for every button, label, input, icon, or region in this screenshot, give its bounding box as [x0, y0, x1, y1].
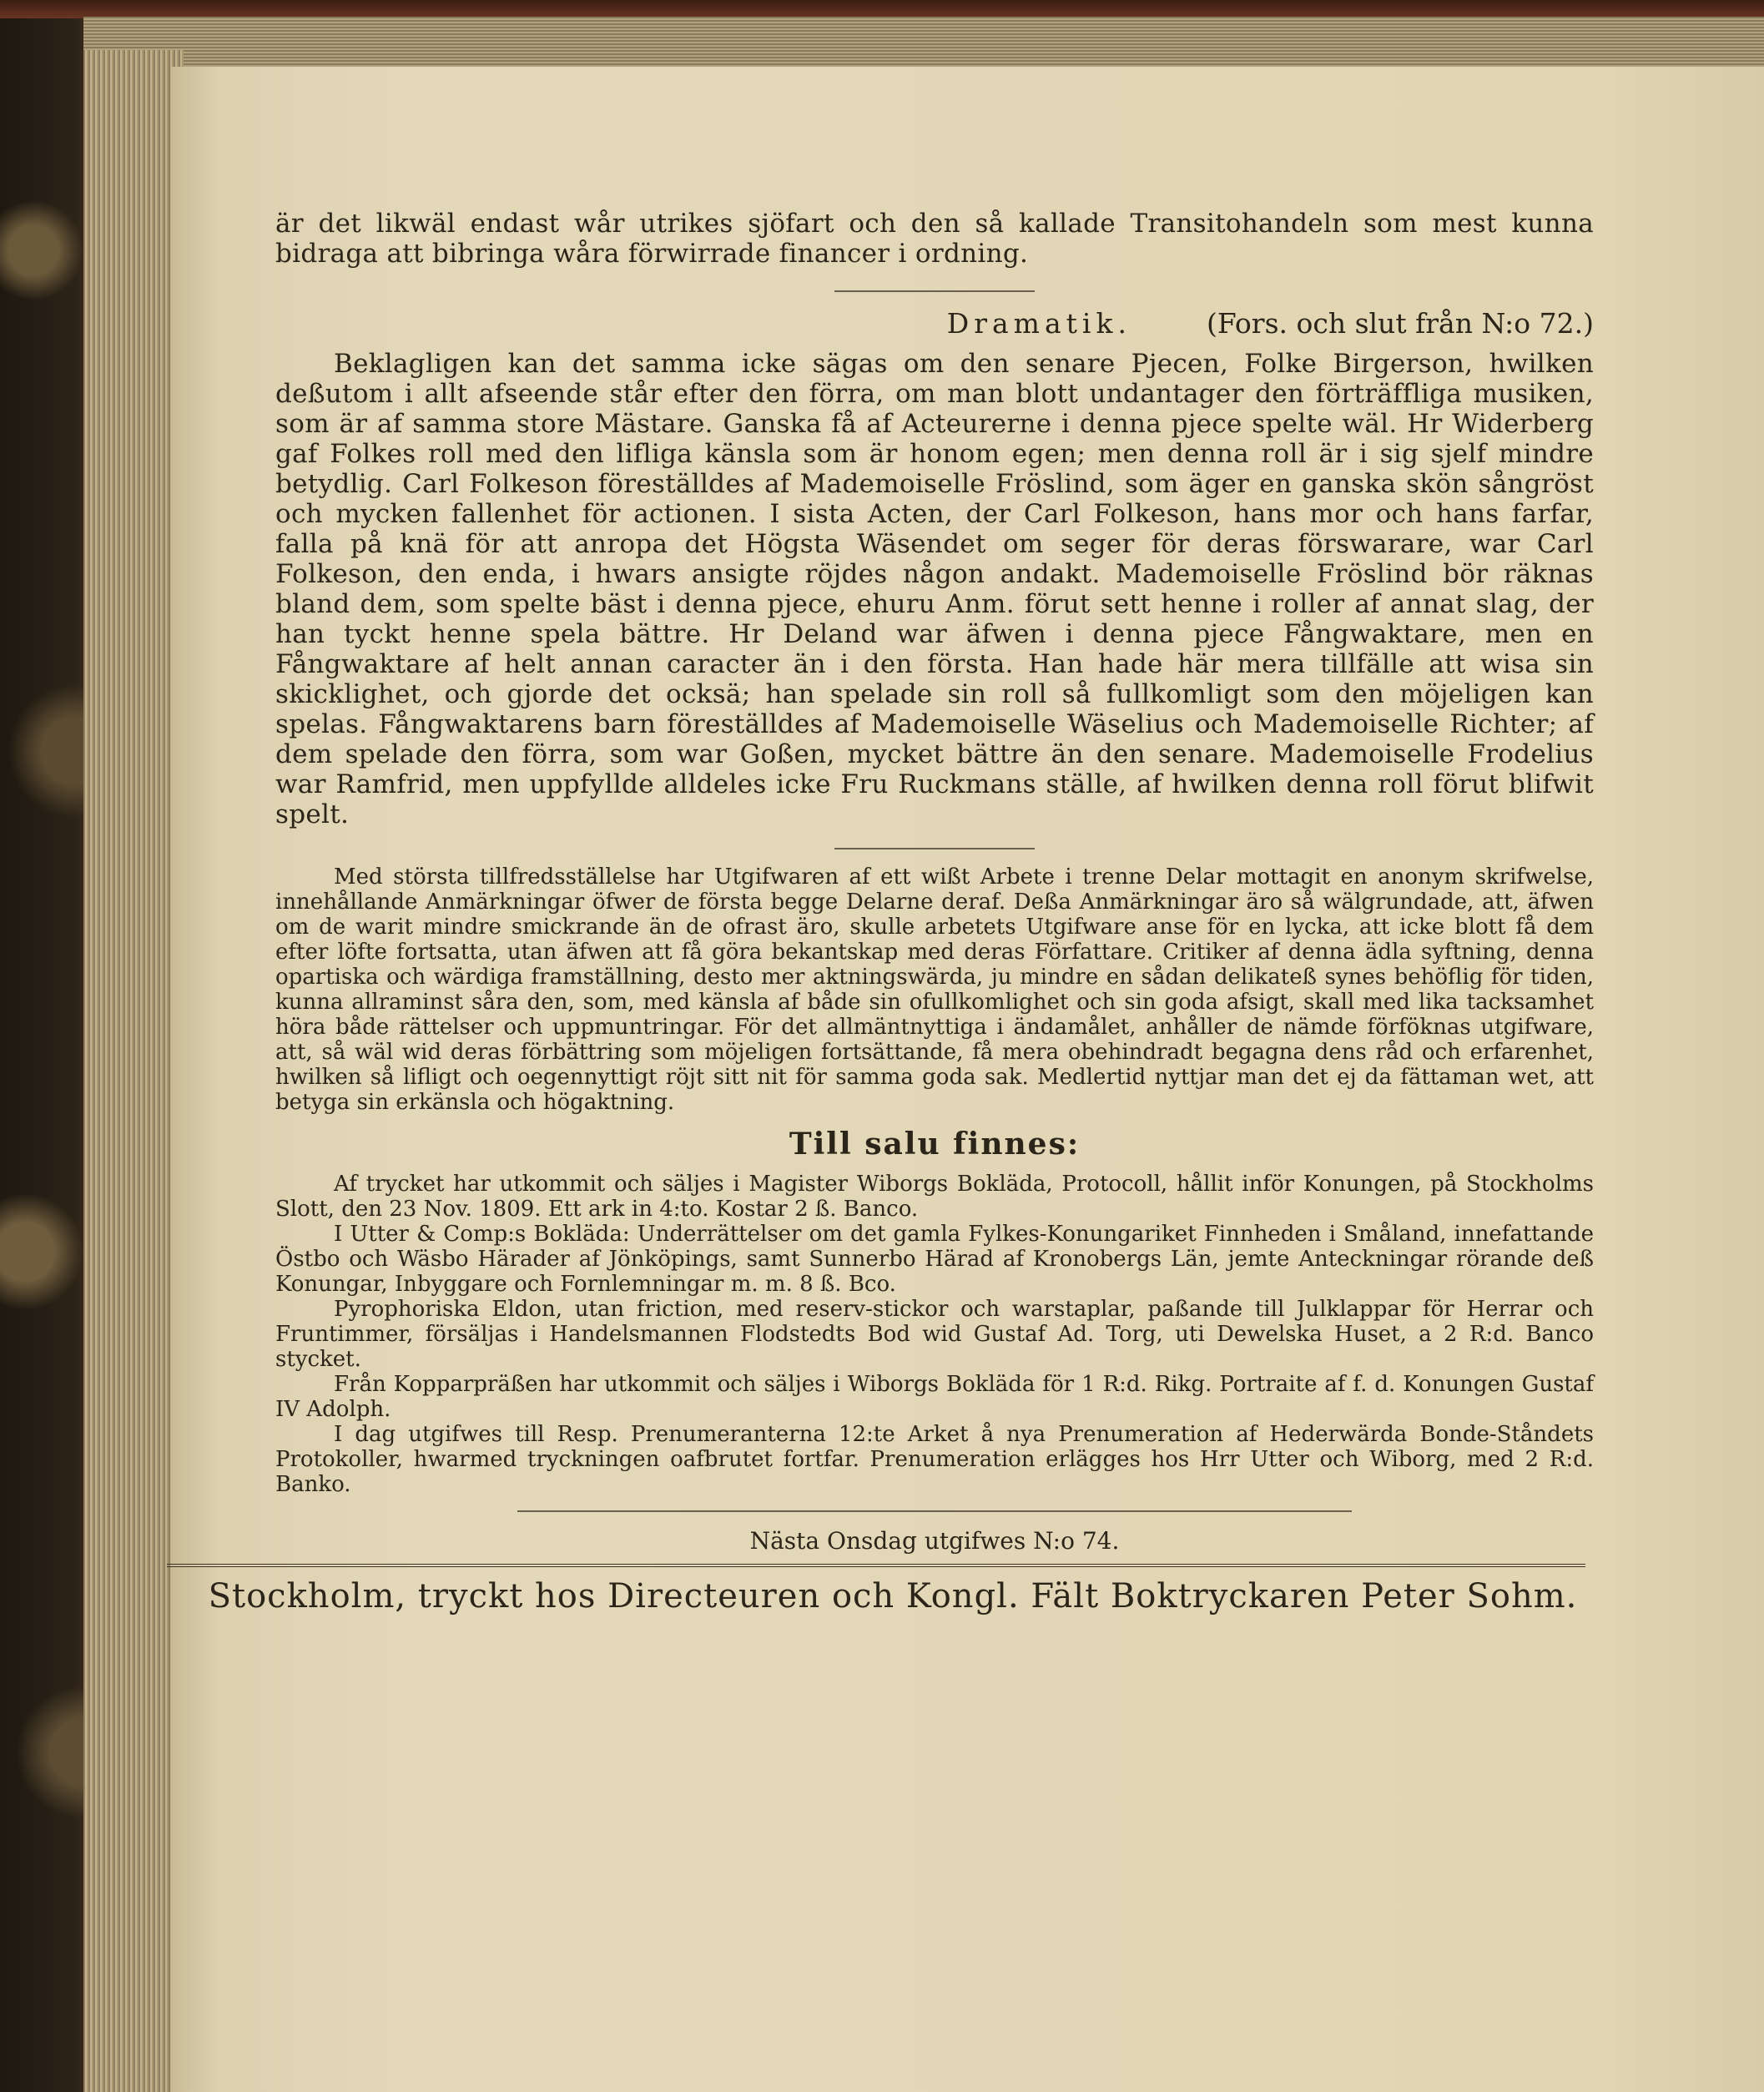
- dramatik-header: [275, 307, 1594, 340]
- sale-ad: Från Kopparpräßen har utkommit och säljes i Wiborgs Bokläda för 1 R:d. Rikg. Portraite af f. d. Konungen Gustaf IV Adolph.: [275, 1372, 1594, 1422]
- sale-heading: Till salu finnes:: [789, 1127, 1081, 1162]
- imprint-divider: [167, 1564, 1585, 1567]
- sale-ad: Af trycket har utkommit och säljes i Magister Wiborgs Bokläda, Protocoll, hållit inför Konungen, på Stockholms Slott, den 23 Nov. 1809. Ett ark in 4:to. Kostar 2 ß. Banco.: [275, 1172, 1594, 1222]
- book-spine-edge: [0, 0, 1764, 18]
- page-stack-left: [83, 50, 184, 2092]
- sale-ad: Pyrophoriska Eldon, utan friction, med reserv-stickor och warstaplar, paßande till Julklappar för Herrar och Fruntimmer, försäljas i Handelsmannen Flodstedts Bod wid Gustaf Ad. Torg, uti Dewelska Huset, a 2 R:d. Banco stycket.: [275, 1297, 1594, 1372]
- dramatik-heading: Dramatik.: [946, 307, 1131, 340]
- section-divider: [834, 290, 1035, 292]
- printer-imprint: Stockholm, tryckt hos Directeuren och Kongl. Fält Boktryckaren Peter Sohm.: [208, 1577, 1578, 1616]
- footer-divider: [517, 1510, 1352, 1512]
- dramatik-continuation: (Fors. och slut från N:o 72.): [1206, 307, 1594, 340]
- dramatik-body: Beklagligen kan det samma icke sägas om den senare Pjecen, Folke Birgerson, hwilken deßutom i allt afseende står efter den förra, om man blott undantager den förträffliga musiken, som är af samma store Mästare. Ganska få af Acteurerne i denna pjece spelte wäl. Hr Widerberg gaf Folkes roll med den lifliga känsla som är honom egen; men denna roll är i sig sjelf mindre betydlig. Carl Folkeson föreställdes af Mademoiselle Fröslind, som äger en ganska skön sångröst och mycken fallenhet för actionen. I sista Acten, der Carl Folkeson, hans mor och hans farfar, falla på knä för att anropa det Högsta Wäsendet om seger för deras förswarare, war Carl Folkeson, den enda, i hwars ansigte röjdes någon andakt. Mademoiselle Fröslind bör räknas bland dem, som spelte bäst i denna pjece, ehuru Anm. förut sett henne i roller af annat slag, der han tyckt henne spela bättre. Hr Deland war äfwen i denna pjece Fångwaktare, men en Fångwaktare af helt annan caracter än i den första. Han hade här mera tillfälle att wisa sin skicklighet, och gjorde det ocksä; han spelade sin roll så fullkomligt som den möjeligen kan spelas. Fångwaktarens barn föreställdes af Mademoiselle Wäselius och Mademoiselle Richter; af dem spelade den förra, som war Goßen, mycket bättre än den senare. Mademoiselle Frodelius war Ramfrid, men uppfyllde alldeles icke Fru Ruckmans ställe, af hwilken denna roll förut blifwit spelt.: [275, 349, 1594, 829]
- notice-divider: [834, 848, 1035, 849]
- next-issue-notice: Nästa Onsdag utgifwes N:o 74.: [749, 1527, 1120, 1555]
- notice-paragraph: Med största tillfredsställelse har Utgifwaren af ett wißt Arbete i trenne Delar mottagit en anonym skrifwelse, innehållande Anmärkningar öfwer de första begge Delarne deraf. Deßa Anmärkningar äro så wälgrundade, att, äfwen om de warit mindre smickrande än de ofrast äro, skulle arbetets Utgifware anse för en lycka, att icke blott få dem efter löfte fortsatta, utan äfwen att få göra bekantskap med deras Författare. Critiker af denna ädla syftning, denna opartiska och wärdiga framställning, desto mer aktningswärda, ju mindre en sådan delikateß synes behöflig för tiden, kunna allraminst såra den, som, med känsla af både sin ofullkomlighet och sin goda afsigt, skall med lika tacksamhet höra både rättelser och uppmuntringar. För det allmäntnyttiga i ändamålet, anhåller de nämde förföknas utgifware, att, så wäl wid deras förbättring som möjeligen fortsättande, få mera obehindradt begagna dens råd och erfarenhet, hwilken så lifligt och oegennyttigt röjt sitt nit för samma goda sak. Medlertid nyttjar man det ej da fättaman wet, att betyga sin erkänsla och högaktning.: [275, 865, 1594, 1115]
- sale-ad: I Utter & Comp:s Bokläda: Underrättelser om det gamla Fylkes-Konungariket Finnheden i Småland, innefattande Östbo och Wäsbo Härader af Jönköpings, samt Sunnerbo Härad af Kronobergs Län, jemte Anteckningar rörande deß Konungar, Inbyggare och Fornlemningar m. m. 8 ß. Bco.: [275, 1222, 1594, 1297]
- page-content: [208, 209, 1594, 1616]
- sale-ad: I dag utgifwes till Resp. Prenumeranterna 12:te Arket å nya Prenumeration af Hederwärda Bonde-Ståndets Protokoller, hwarmed tryckningen oafbrutet fortfar. Prenumeration erlägges hos Hrr Utter och Wiborg, med 2 R:d. Banko.: [275, 1422, 1594, 1497]
- intro-paragraph: är det likwäl endast wår utrikes sjöfart och den så kallade Transitohandeln som mest kunna bidraga att bibringa wåra förwirrade financer i ordning.: [275, 209, 1594, 269]
